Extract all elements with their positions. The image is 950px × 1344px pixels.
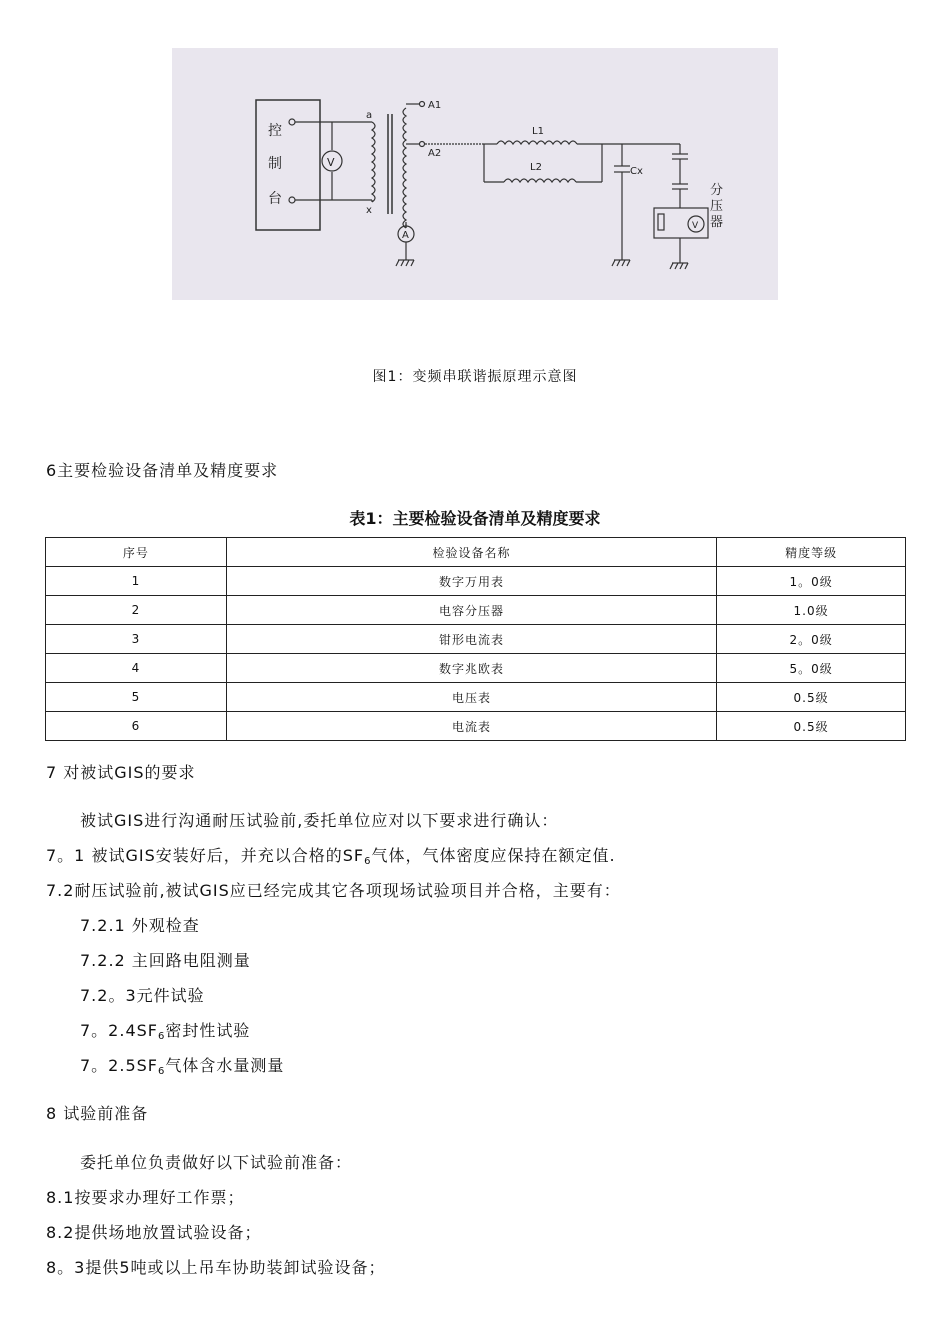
item-7-2: 7.2耐压试验前,被试GIS应已经完成其它各项现场试验项目并合格，主要有：: [46, 881, 621, 900]
table-row: [46, 654, 906, 683]
header-grade: 精度等级: [717, 538, 906, 567]
terminal-A1: A1: [428, 100, 442, 111]
reactor-L2-label: L2: [530, 162, 542, 173]
divider-label-3: 器: [710, 215, 724, 230]
voltmeter-label: V: [327, 156, 335, 169]
item-7-2-5: [80, 1053, 284, 1077]
item-7-2-2: 7.2.2 主回路电阻测量: [80, 951, 251, 970]
divider-label-2: 压: [710, 199, 724, 214]
figure-caption: 图1：变频串联谐振原理示意图: [372, 369, 578, 385]
reactor-L1-label: L1: [532, 126, 544, 137]
item-7-1-subscript: 6: [364, 856, 372, 867]
control-label-2: 制: [268, 156, 282, 172]
cell-index: 5: [46, 683, 227, 712]
table-row: [46, 712, 906, 741]
section-7-heading: 7 对被试GIS的要求: [46, 763, 196, 782]
table-row: [46, 625, 906, 654]
item-7-2-4-text: 7。2.4SF: [80, 1021, 158, 1040]
item-8-3: 8。3提供5吨或以上吊车协助装卸试验设备；: [46, 1258, 386, 1277]
item-7-2-4: [80, 1018, 250, 1042]
cell-index: 6: [46, 712, 227, 741]
capacitor-Cx-label: Cx: [630, 166, 643, 177]
cell-grade: 2。0级: [717, 625, 906, 654]
control-label-1: 控: [268, 123, 282, 139]
table-row: [46, 683, 906, 712]
item-8-1: 8.1按要求办理好工作票；: [46, 1188, 245, 1207]
cell-grade: 1.0级: [717, 596, 906, 625]
item-7-1-text-end: 气体，气体密度应保持在额定值.: [371, 846, 616, 865]
header-name: 检验设备名称: [226, 538, 716, 567]
item-7-1-text: 7。1 被试GIS安装好后，并充以合格的SF: [46, 846, 365, 865]
cell-grade: 0.5级: [717, 712, 906, 741]
cell-name: 电压表: [226, 683, 716, 712]
item-7-1: [46, 843, 616, 867]
item-7-2-5-text: 7。2.5SF: [80, 1056, 158, 1075]
header-index: 序号: [46, 538, 227, 567]
item-8-2: 8.2提供场地放置试验设备；: [46, 1223, 262, 1242]
item-7-2-3: 7.2。3元件试验: [80, 986, 205, 1005]
cell-index: 1: [46, 567, 227, 596]
cell-index: 2: [46, 596, 227, 625]
item-7-2-5-text-end: 气体含水量测量: [165, 1056, 285, 1075]
item-7-2-5-subscript: 6: [158, 1066, 166, 1077]
cell-name: 电容分压器: [226, 596, 716, 625]
divider-label-1: 分: [710, 183, 724, 198]
table-header-row: [46, 538, 906, 567]
ammeter-label: A: [402, 230, 409, 241]
divider-voltmeter-label: V: [692, 221, 699, 231]
section-6-heading: 6主要检验设备清单及精度要求: [46, 461, 279, 480]
cell-name: 钳形电流表: [226, 625, 716, 654]
cell-name: 数字万用表: [226, 567, 716, 596]
cell-name: 电流表: [226, 712, 716, 741]
terminal-a: a: [366, 110, 373, 121]
section-8-heading: 8 试验前准备: [46, 1104, 149, 1123]
terminal-A2: A2: [428, 148, 442, 159]
circuit-diagram: [172, 48, 778, 300]
cell-grade: 0.5级: [717, 683, 906, 712]
item-7-2-1: 7.2.1 外观检查: [80, 916, 200, 935]
section-7-intro: 被试GIS进行沟通耐压试验前,委托单位应对以下要求进行确认：: [80, 811, 559, 830]
section-8-intro: 委托单位负责做好以下试验前准备：: [80, 1153, 353, 1172]
table-row: [46, 567, 906, 596]
cell-index: 3: [46, 625, 227, 654]
terminal-x: x: [366, 205, 372, 216]
control-box: [256, 100, 320, 230]
table-title: 表1：主要检验设备清单及精度要求: [349, 509, 601, 528]
control-label-3: 台: [268, 191, 282, 207]
item-7-2-4-subscript: 6: [158, 1031, 166, 1042]
cell-index: 4: [46, 654, 227, 683]
cell-name: 数字兆欧表: [226, 654, 716, 683]
equipment-table: [45, 537, 906, 741]
circuit-figure: [172, 48, 778, 300]
item-7-2-4-text-end: 密封性试验: [165, 1021, 251, 1040]
cell-grade: 5。0级: [717, 654, 906, 683]
cell-grade: 1。0级: [717, 567, 906, 596]
table-row: [46, 596, 906, 625]
